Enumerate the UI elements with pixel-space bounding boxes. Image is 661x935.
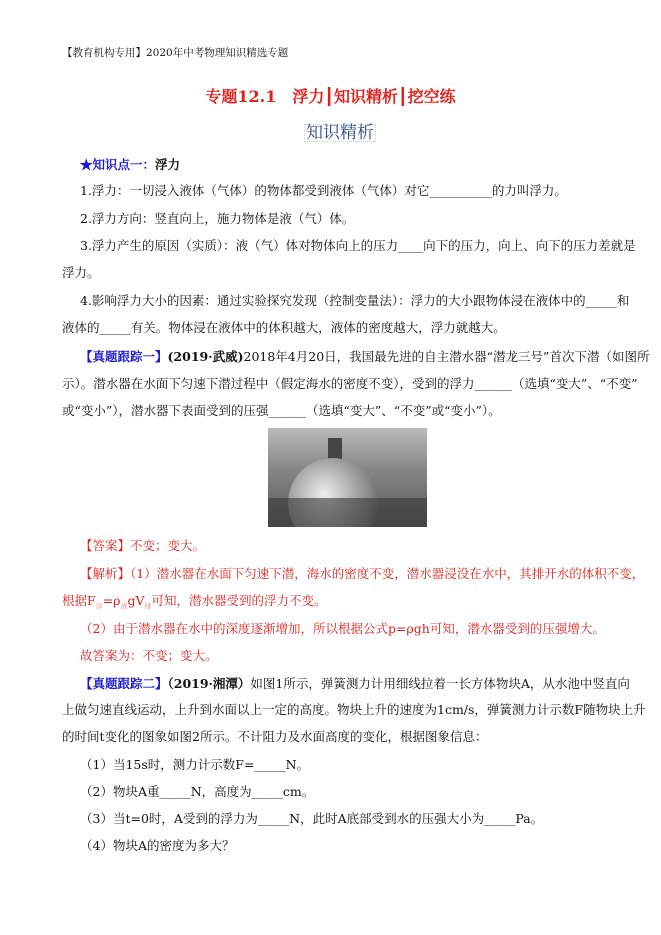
- question-2-line-3: 的时间t变化的图象如图2所示。不计阻力及水面高度的变化，根据图象信息：: [62, 729, 488, 744]
- sub-question-4: （4）物块A的密度为多大？: [80, 838, 235, 853]
- formula-part: 可知，潜水器受到的浮力不变。: [151, 593, 327, 608]
- knowledge-point-label: ★知识点一：: [80, 157, 156, 172]
- question-1-line-2: 示）。潜水器在水面下匀速下潜过程中（假定海水的密度不变），受到的浮力______（选填“变大”、“不变”: [62, 376, 638, 391]
- question-2-line-2: 上做匀速直线运动，上升到水面以上一定的高度。物块上升的速度为1cm/s，弹簧测力计示数F随物块上升: [62, 702, 646, 717]
- answer-1: 【答案】不变；变大。: [80, 538, 206, 553]
- paragraph-1: 1.浮力：一切浸入液体（气体）的物体都受到液体（气体）对它__________的力叫浮力。: [80, 183, 567, 198]
- final-answer-1: 故答案为：不变；变大。: [80, 648, 218, 663]
- question-text: 如图1所示，弹簧测力计用细线拉着一长方体物块A，从水池中竖直向: [250, 676, 630, 691]
- analysis-1-line-2: [62, 593, 327, 615]
- question-1-line-1: [80, 349, 649, 365]
- question-2-line-1: [80, 676, 630, 692]
- question-label: 【真题跟踪一】: [80, 349, 168, 364]
- paragraph-4: 4.影响浮力大小的因素：通过实验探究发现（控制变量法）：浮力的大小跟物体浸在液体中的_____和: [80, 293, 630, 308]
- analysis-1-line-1: 【解析】（1）潜水器在水面下匀速下潜，海水的密度不变，潜水器浸没在水中，其排开水的体积不变，: [80, 566, 645, 581]
- subscript: 液: [120, 602, 128, 611]
- section-subtitle: 知识精析: [306, 123, 374, 143]
- question-label: 【真题跟踪二】: [80, 676, 168, 691]
- formula-part: 根据F: [62, 593, 96, 608]
- question-source: （2019·湘潭）: [167, 676, 251, 691]
- sub-question-3: （3）当t=0时，A受到的浮力为_____N，此时A底部受到水的压强大小为_____Pa。: [80, 811, 544, 826]
- formula-part: =ρ: [102, 593, 121, 608]
- paragraph-3: 3.浮力产生的原因（实质）：液（气）体对物体向上的压力____向下的压力，向上、向下的压力差就是: [80, 238, 636, 253]
- page-title: 专题12.1 浮力┃知识精析┃挖空练: [205, 87, 456, 106]
- submarine-photo: [268, 428, 427, 527]
- knowledge-point-heading: [80, 157, 180, 173]
- paragraph-2: 2.浮力方向：竖直向上，施力物体是液（气）体。: [80, 211, 355, 226]
- subscript: 排: [144, 602, 152, 611]
- page-header: 【教育机构专用】2020年中考物理知识精选专题: [62, 47, 289, 59]
- question-source: (2019·武威): [167, 349, 244, 364]
- paragraph-3-cont: 浮力。: [62, 265, 100, 280]
- analysis-1-line-3: （2）由于潜水器在水中的深度逐渐增加，所以根据公式p=ρgh可知，潜水器受到的压强增大。: [80, 621, 605, 636]
- question-text: 2018年4月20日，我国最先进的自主潜水器“潜龙三号”首次下潜（如图所: [243, 349, 650, 364]
- sub-question-1: （1）当15s时，测力计示数F=_____N。: [80, 757, 310, 772]
- question-1-line-3: 或“变小”），潜水器下表面受到的压强______（选填“变大”、“不变”或“变小”）。: [62, 403, 501, 418]
- subscript: 浮: [95, 602, 103, 611]
- knowledge-point-topic: 浮力: [155, 157, 181, 172]
- formula-part: gV: [127, 593, 145, 608]
- paragraph-4-cont: 液体的_____有关。物体浸在液体中的体积越大，液体的密度越大，浮力就越大。: [62, 320, 506, 335]
- sub-question-2: （2）物块A重_____N，高度为_____cm。: [80, 784, 315, 799]
